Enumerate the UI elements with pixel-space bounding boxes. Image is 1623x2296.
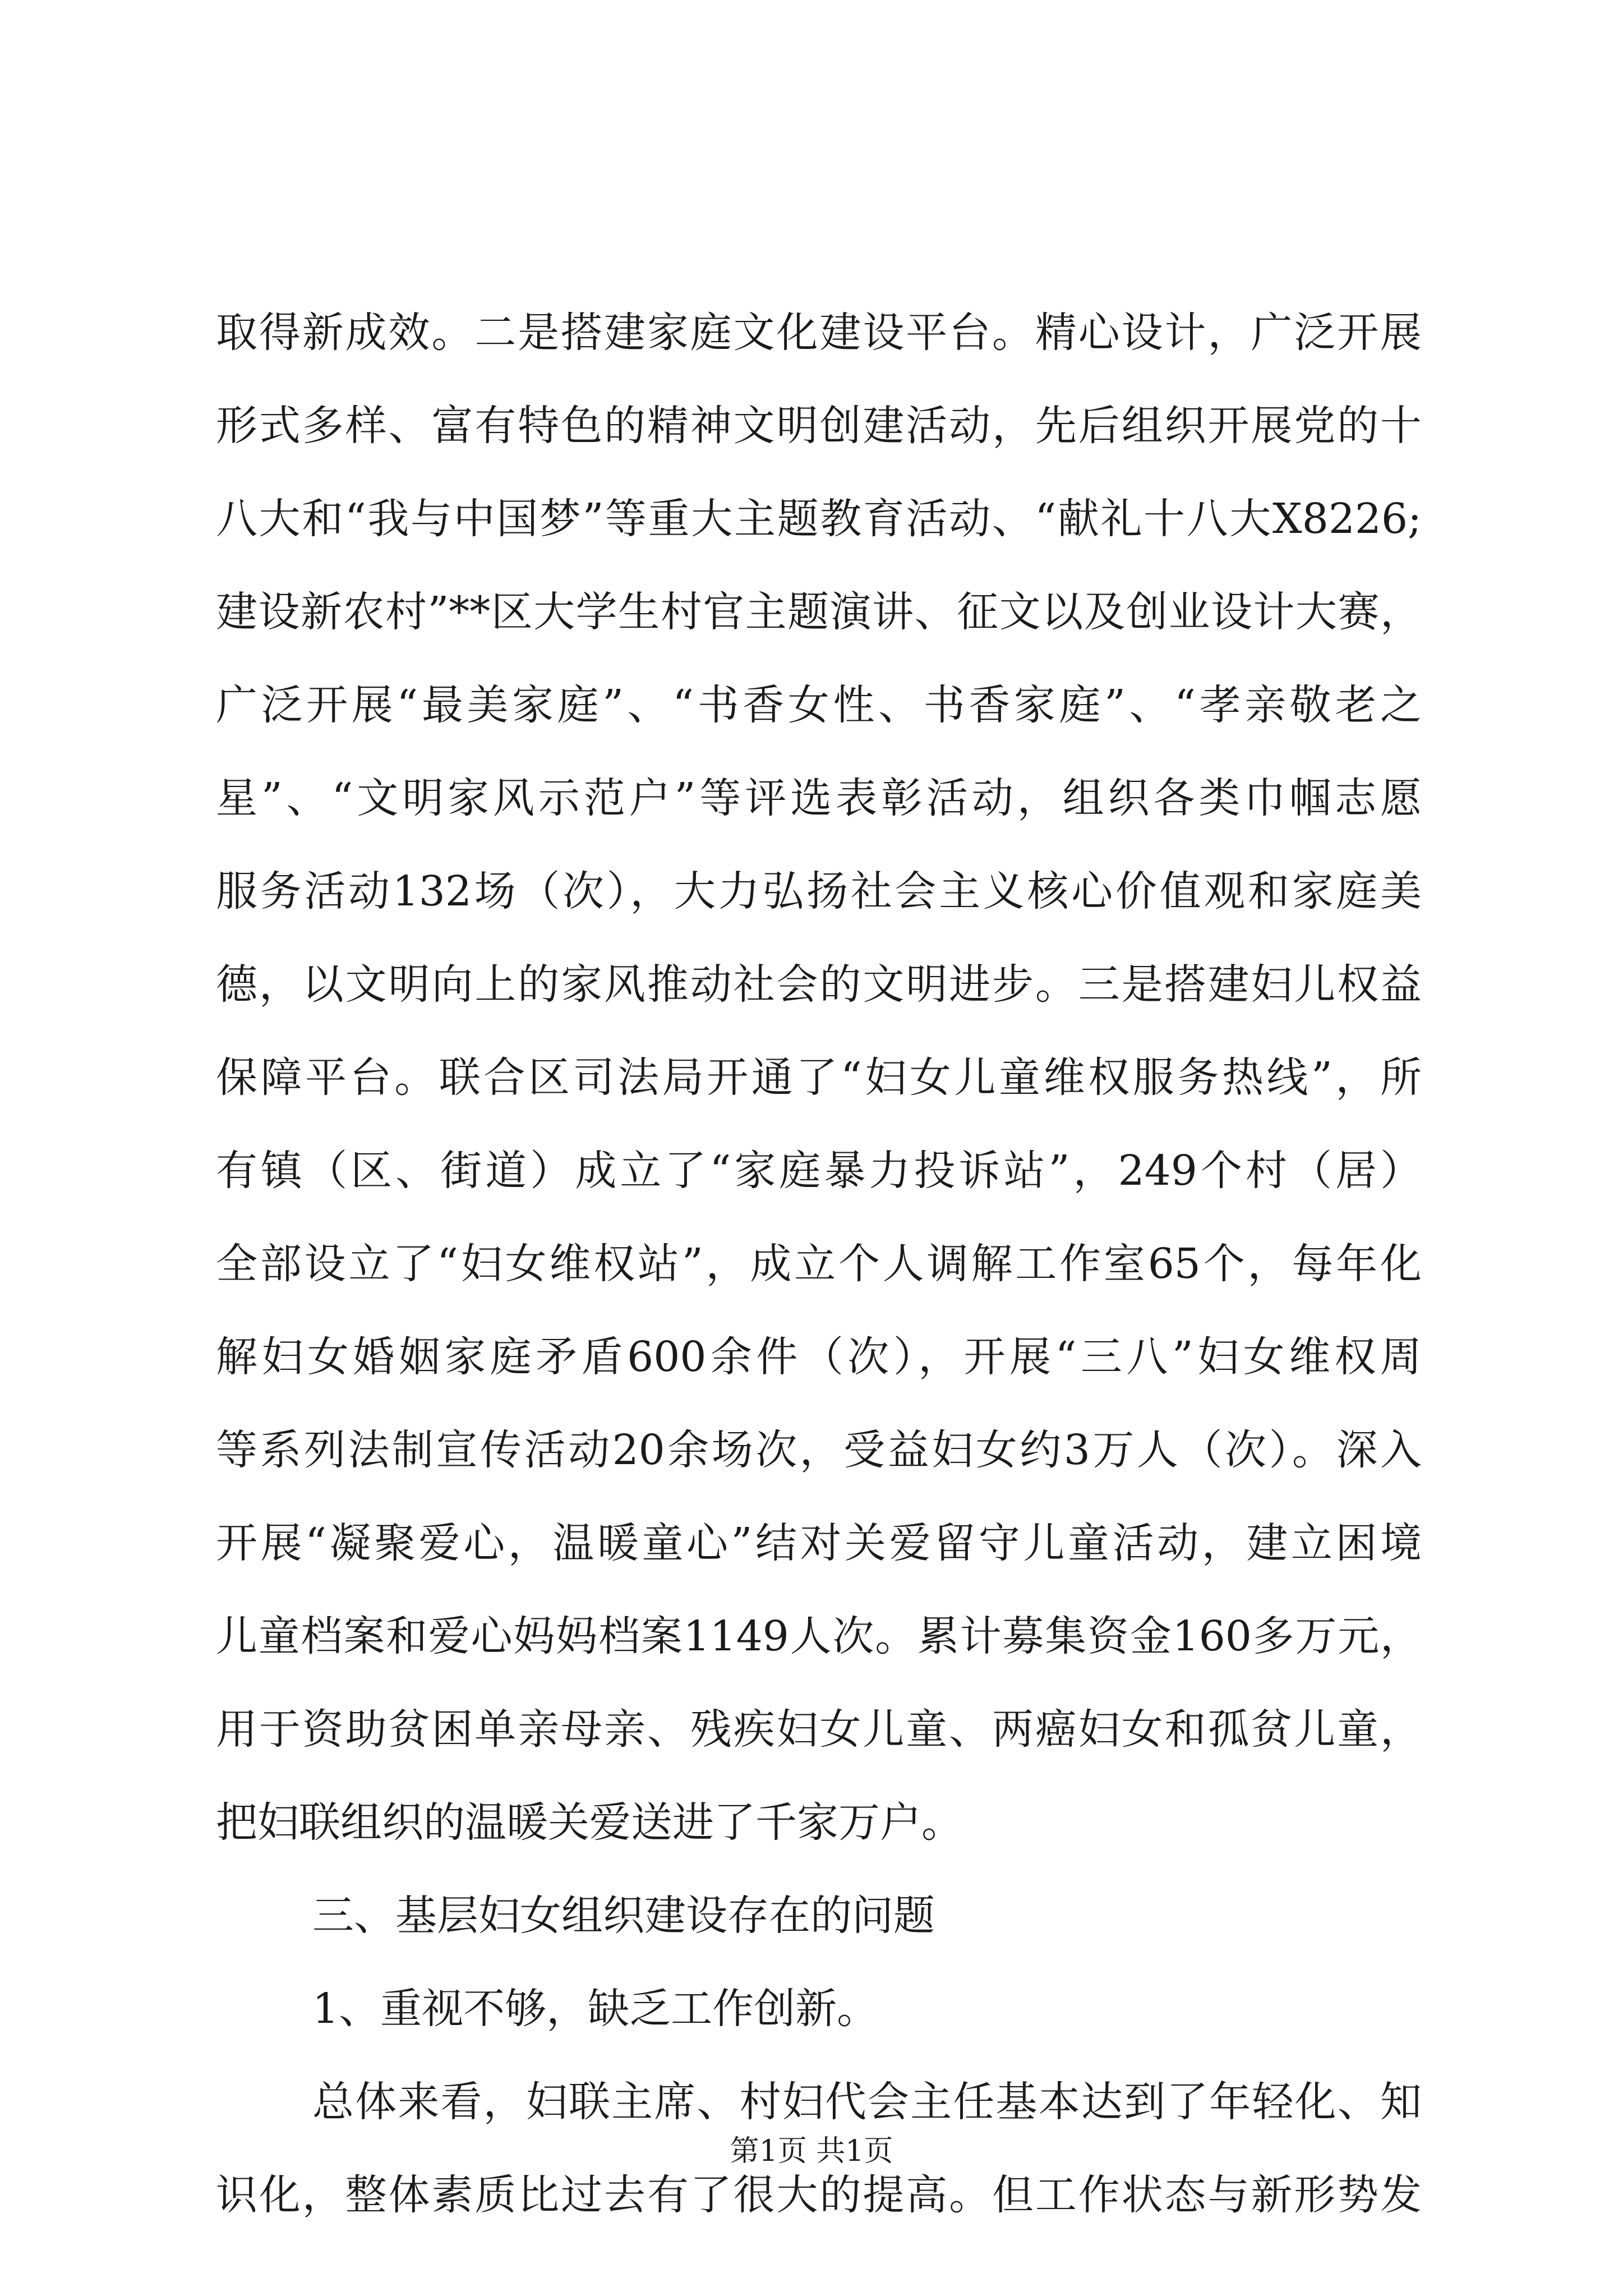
paragraph-line: 星”、“文明家风示范户”等评选表彰活动，组织各类巾帼志愿 xyxy=(216,774,1422,822)
section-heading: 三、基层妇女组织建设存在的问题 xyxy=(312,1892,935,1940)
paragraph-line: 开展“凝聚爱心，温暖童心”结对关爱留守儿童活动，建立困境 xyxy=(216,1519,1422,1567)
paragraph-line: 解妇女婚姻家庭矛盾600余件（次），开展“三八”妇女维权周 xyxy=(216,1333,1422,1381)
paragraph-line: 儿童档案和爱心妈妈档案1149人次。累计募集资金160多万元， xyxy=(216,1612,1422,1660)
paragraph-line: 识化，整体素质比过去有了很大的提高。但工作状态与新形势发 xyxy=(216,2171,1422,2219)
paragraph-line: 有镇（区、街道）成立了“家庭暴力投诉站”，249个村（居） xyxy=(216,1147,1422,1195)
paragraph-line: 建设新农村”**区大学生村官主题演讲、征文以及创业设计大赛， xyxy=(216,588,1422,636)
paragraph-line: 形式多样、富有特色的精神文明创建活动，先后组织开展党的十 xyxy=(216,402,1422,450)
page-footer: 第1页 共1页 xyxy=(730,2134,893,2168)
paragraph-line: 总体来看，妇联主席、村妇代会主任基本达到了年轻化、知 xyxy=(312,2078,1422,2126)
paragraph-line: 取得新成效。二是搭建家庭文化建设平台。精心设计，广泛开展 xyxy=(216,309,1422,357)
paragraph-line: 广泛开展“最美家庭”、“书香女性、书香家庭”、“孝亲敬老之 xyxy=(216,681,1422,729)
paragraph-line: 等系列法制宣传活动20余场次，受益妇女约3万人（次）。深入 xyxy=(216,1426,1422,1474)
paragraph-line: 服务活动132场（次），大力弘扬社会主义核心价值观和家庭美 xyxy=(216,867,1422,915)
paragraph-line: 用于资助贫困单亲母亲、残疾妇女儿童、两癌妇女和孤贫儿童， xyxy=(216,1705,1422,1754)
paragraph-line: 全部设立了“妇女维权站”，成立个人调解工作室65个，每年化 xyxy=(216,1240,1422,1288)
paragraph-line: 保障平台。联合区司法局开通了“妇女儿童维权服务热线”，所 xyxy=(216,1053,1422,1102)
subsection-heading: 1、重视不够，缺乏工作创新。 xyxy=(312,1985,879,2033)
document-body xyxy=(216,286,1422,2242)
paragraph-line: 八大和“我与中国梦”等重大主题教育活动、“献礼十八大X8226; xyxy=(216,495,1422,543)
paragraph-line: 德，以文明向上的家风推动社会的文明进步。三是搭建妇儿权益 xyxy=(216,960,1422,1009)
paragraph-line: 把妇联组织的温暖关爱送进了千家万户。 xyxy=(216,1798,963,1847)
